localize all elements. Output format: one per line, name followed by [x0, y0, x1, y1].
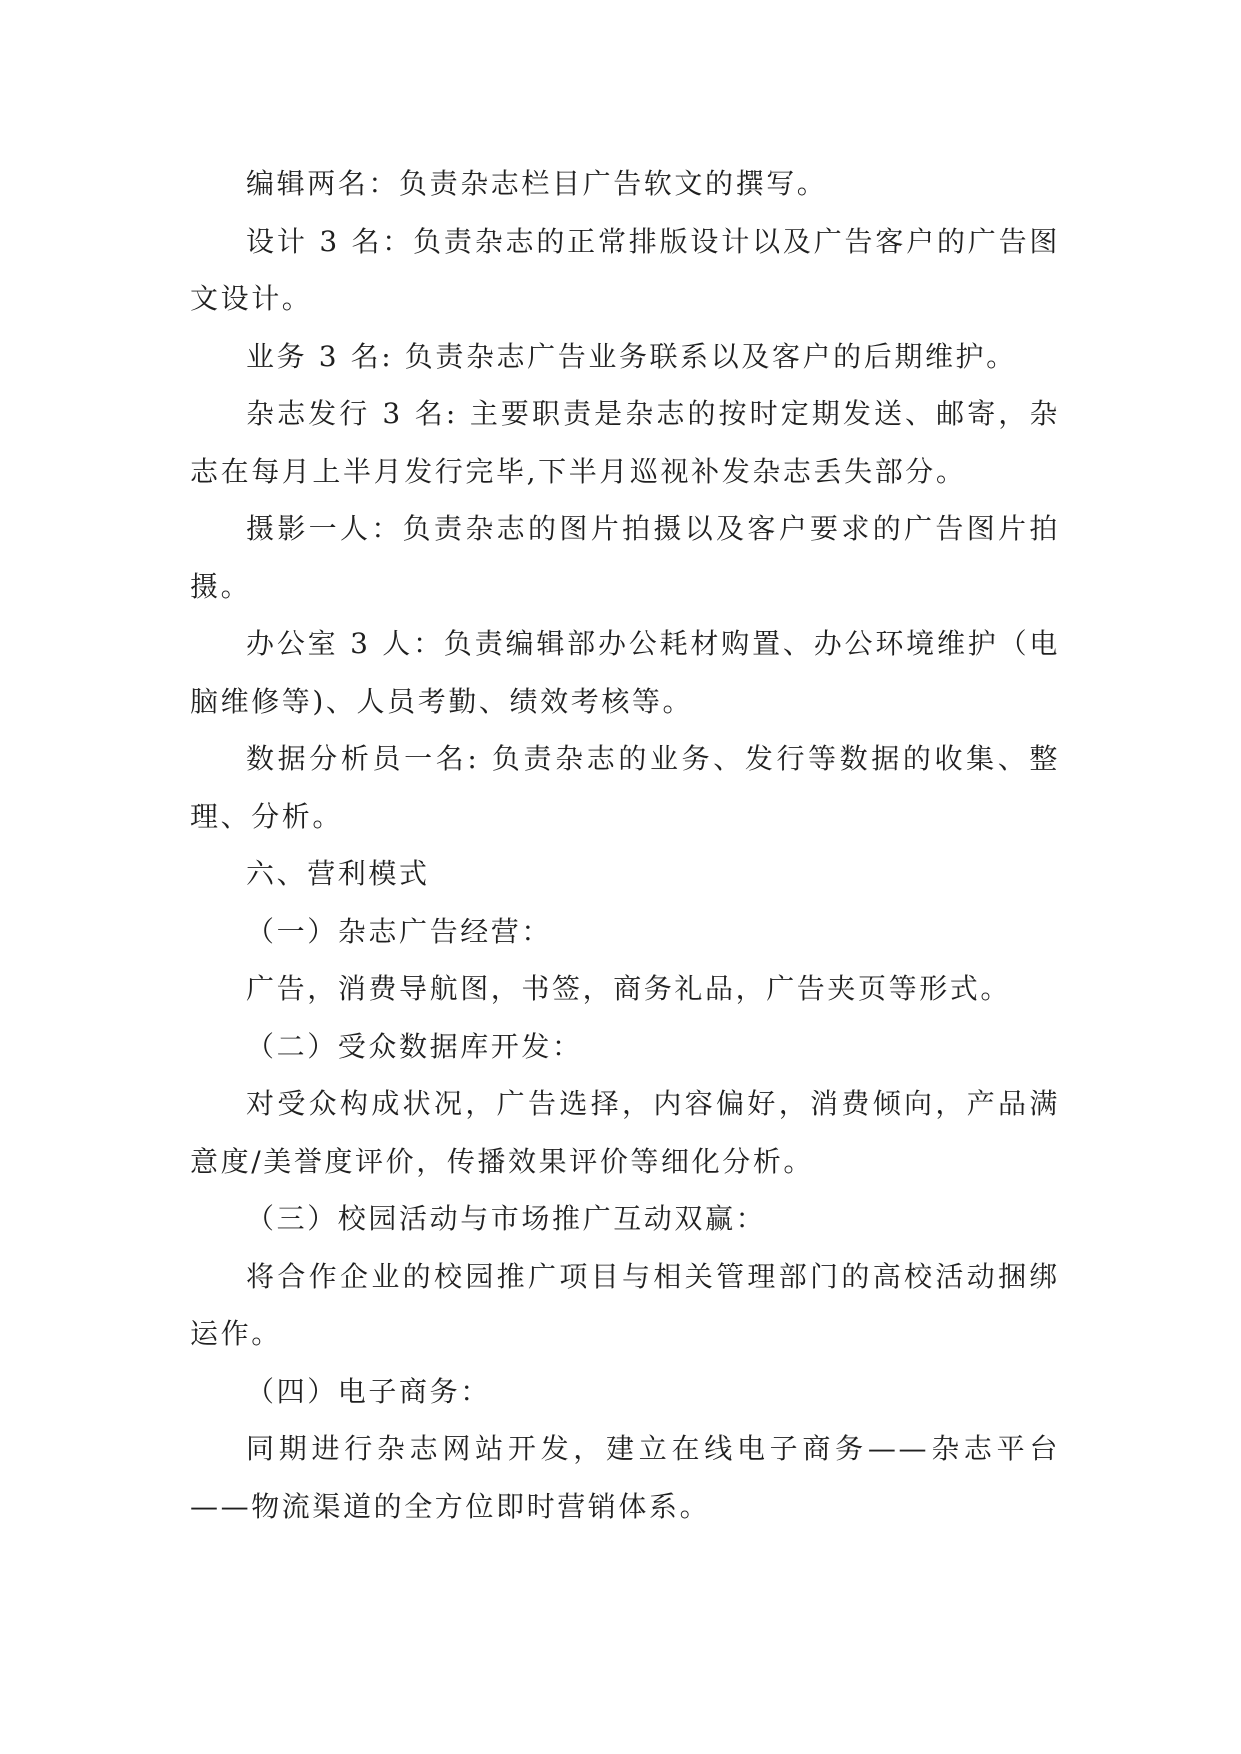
- subheading-advertising: （一）杂志广告经营：: [246, 914, 553, 948]
- paragraph-advertising: 广告，消费导航图，书签，商务礼品，广告夹页等形式。: [246, 972, 1012, 1005]
- subheading-campus-activities: （三）校园活动与市场推广互动双赢：: [246, 1202, 767, 1235]
- paragraph-audience-database: 对受众构成状况，广告选择，内容偏好，消费倾向，产品满意度/美誉度评价，传播效果评价等细化分析。: [190, 1087, 1060, 1178]
- paragraph-data-analyst: 数据分析员一名: 负责杂志的业务、发行等数据的收集、整理、分析。: [190, 742, 1060, 833]
- section-heading-profit-model: 六、营利模式: [246, 857, 430, 890]
- paragraph-campus-activities: 将合作企业的校园推广项目与相关管理部门的高校活动捆绑运作。: [190, 1259, 1060, 1350]
- document-body: [190, 155, 1060, 1535]
- paragraph-photography: 摄影一人：负责杂志的图片拍摄以及客户要求的广告图片拍摄。: [190, 512, 1060, 603]
- subheading-e-commerce: （四）电子商务：: [246, 1374, 491, 1408]
- paragraph-designers: 设计 3 名：负责杂志的正常排版设计以及广告客户的广告图文设计。: [190, 224, 1060, 315]
- paragraph-distribution: 杂志发行 3 名: 主要职责是杂志的按时定期发送、邮寄，杂志在每月上半月发行完毕,下半月巡视补发杂志丢失部分。: [190, 397, 1060, 488]
- paragraph-editors: 编辑两名：负责杂志栏目广告软文的撰写。: [246, 167, 828, 200]
- subheading-audience-database: （二）受众数据库开发：: [246, 1029, 583, 1063]
- paragraph-office: 办公室 3 人：负责编辑部办公耗材购置、办公环境维护（电脑维修等)、人员考勤、绩效考核等。: [190, 627, 1060, 718]
- paragraph-e-commerce: 同期进行杂志网站开发，建立在线电子商务——杂志平台——物流渠道的全方位即时营销体系。: [190, 1432, 1060, 1523]
- paragraph-business: 业务 3 名: 负责杂志广告业务联系以及客户的后期维护。: [246, 339, 1017, 373]
